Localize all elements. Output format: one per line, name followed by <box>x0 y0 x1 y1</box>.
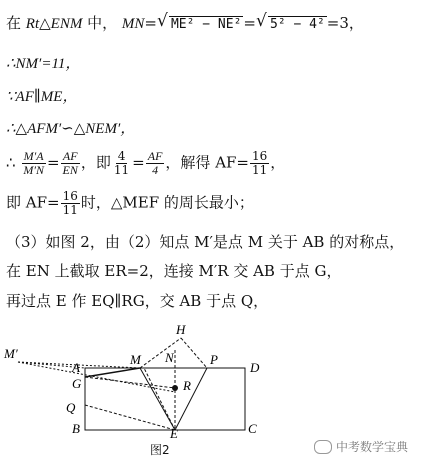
text: 时，△MEF 的周长最小； <box>80 193 254 212</box>
fraction <box>146 150 165 177</box>
text: MN <box>121 16 145 32</box>
label-p: P <box>210 352 218 367</box>
figure-caption: 图2 <box>150 443 170 457</box>
text: = <box>46 153 60 172</box>
label-q: Q <box>66 400 76 415</box>
text: AF <box>147 149 163 163</box>
text: ∴ <box>6 153 16 172</box>
text-line-9: 再过点 E 作 EQ∥RG，交 AB 于点 Q， <box>6 292 269 310</box>
watermark <box>314 438 408 455</box>
text: ENM <box>50 16 83 32</box>
label-n: N <box>165 350 174 365</box>
dashed-line <box>144 368 175 430</box>
fraction <box>112 150 131 177</box>
text-line-1 <box>6 11 364 34</box>
text: Rt <box>25 16 40 32</box>
text: 中， <box>82 14 122 32</box>
fraction <box>61 190 80 217</box>
text: 5² − 4² <box>270 17 325 32</box>
text: M′A <box>23 149 44 163</box>
text: ， <box>270 153 286 172</box>
label-g: G <box>72 376 82 391</box>
text: ，即 <box>80 153 111 172</box>
sqrt-expression: √ 5² − 4² <box>256 11 325 32</box>
segment-ep <box>175 368 207 430</box>
text: EN <box>62 163 78 177</box>
text-line-2: ∴NM′=11， <box>6 56 81 72</box>
dashed-line <box>85 405 175 430</box>
text-line-4: ∴△AFM′∽△NEM′， <box>6 121 136 137</box>
label-a: A <box>72 360 80 375</box>
watermark-text: 中考数学宝典 <box>335 440 408 454</box>
text: 即 AF= <box>6 193 60 212</box>
text: 在 <box>6 14 26 32</box>
label-m-prime: M′ <box>4 346 18 361</box>
wechat-icon <box>314 440 332 454</box>
fraction <box>21 150 46 177</box>
segment-gm <box>85 368 140 377</box>
text: 11 <box>113 163 130 177</box>
text-line-6 <box>6 190 254 217</box>
sqrt-expression: √ ME² − NE² <box>156 11 242 32</box>
label-c: C <box>248 421 257 436</box>
text: AF <box>62 149 78 163</box>
fraction <box>250 150 269 177</box>
label-h: H <box>176 322 186 337</box>
text: = <box>132 153 145 172</box>
text: 4 <box>152 163 159 177</box>
text: 4 <box>117 149 126 163</box>
text: M′N <box>23 163 44 177</box>
label-d: D <box>250 360 260 375</box>
text: 11 <box>62 203 78 217</box>
text: ME² − NE² <box>170 17 242 32</box>
text: 16 <box>252 149 268 163</box>
text: ，解得 AF= <box>165 153 249 172</box>
label-m: M <box>130 352 141 367</box>
text: = <box>243 14 256 32</box>
point-r <box>172 385 178 391</box>
label-r: R <box>183 378 191 393</box>
text: = <box>144 14 157 32</box>
text: △ <box>39 14 51 32</box>
dashed-line <box>85 377 175 388</box>
text-line-3: ∵AF∥ME， <box>6 89 78 105</box>
fraction <box>61 150 80 177</box>
geometry-figure <box>0 320 422 440</box>
text: 11 <box>252 163 268 177</box>
text: =3， <box>326 14 364 32</box>
text-line-7: （3）如图 2，由（2）知点 M′是点 M 关于 AB 的对称点， <box>6 233 405 251</box>
text-line-8: 在 EN 上截取 ER=2，连接 M′R 交 AB 于点 G， <box>6 262 342 280</box>
text-line-5 <box>6 150 285 177</box>
label-b: B <box>72 421 80 436</box>
rectangle-abcd <box>85 368 245 430</box>
dashed-line <box>181 338 207 368</box>
text: 16 <box>62 189 78 203</box>
segment-me <box>140 368 175 430</box>
label-e: E <box>170 426 178 440</box>
